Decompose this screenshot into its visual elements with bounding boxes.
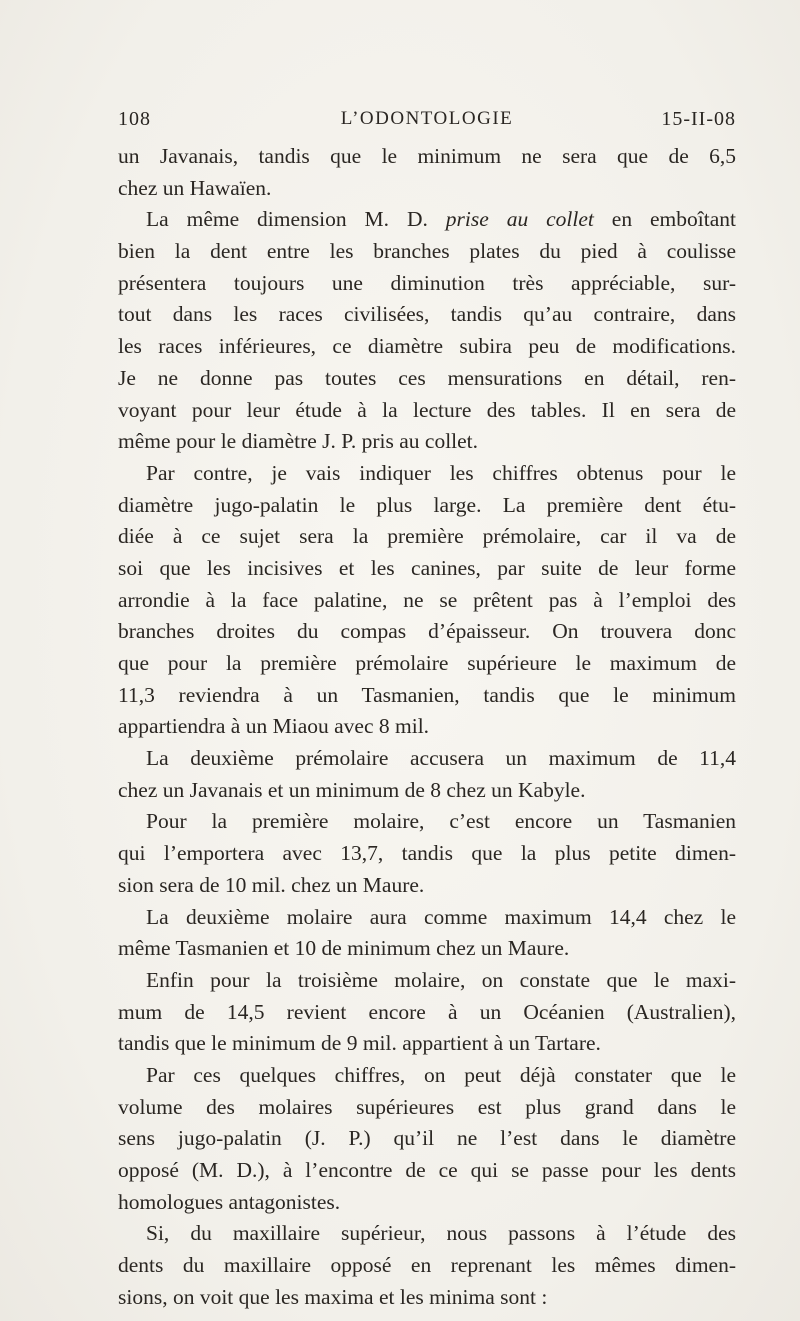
text-line: que pour la première prémolaire supérieure le maximum de (118, 651, 736, 675)
text-line: un Javanais, tandis que le minimum ne sera que de 6,5 (118, 144, 736, 168)
text-line: sions, on voit que les maxima et les minima sont : (118, 1284, 548, 1309)
text-line: chez un Hawaïen. (118, 175, 272, 200)
text-line: qui l’emportera avec 13,7, tandis que la plus petite dimen- (118, 841, 736, 866)
text-line: voyant pour leur étude à la lecture des tables. Il en sera de (118, 397, 736, 422)
text-line: bien la dent entre les branches plates du pied à coulisse (118, 239, 736, 264)
page-header (118, 108, 736, 136)
text-line: appartiendra à un Miaou avec 8 mil. (118, 714, 430, 739)
text-line: même pour le diamètre J. P. pris au collet. (118, 429, 479, 454)
text-line: les races inférieures, ce diamètre subira peu de modifications. (118, 334, 736, 359)
text-line: soi que les incisives et les canines, par suite de leur forme (118, 555, 736, 580)
text-line: chez un Javanais et un minimum de 8 chez un Kabyle. (118, 777, 586, 802)
text-line: présentera toujours une diminution très appréciable, sur- (118, 270, 736, 295)
body-text (118, 141, 736, 1313)
text-line: diamètre jugo-palatin le plus large. La première dent étu- (118, 492, 736, 517)
text-line: Par ces quelques chiffres, on peut déjà constater que le (146, 1062, 736, 1087)
text-line: sion sera de 10 mil. chez un Maure. (118, 872, 425, 897)
text-line: homologues antagonistes. (118, 1189, 341, 1214)
text-line: sens jugo-palatin (J. P.) qu’il ne l’est dans le diamètre (118, 1126, 736, 1151)
text-line: 11,3 reviendra à un Tasmanien, tandis que le minimum (118, 682, 736, 707)
text-line: branches droites du compas d’épaisseur. On trouvera donc (118, 619, 736, 644)
text-line: même Tasmanien et 10 de minimum chez un Maure. (118, 936, 570, 961)
text-line: Enfin pour la troisième molaire, on constate que le maxi- (146, 967, 736, 992)
text-line: volume des molaires supérieures est plus grand dans le (118, 1094, 736, 1119)
text-line: opposé (M. D.), à l’encontre de ce qui se passe pour les dents (118, 1158, 736, 1182)
text-line: La deuxième molaire aura comme maximum 14,4 chez le (146, 904, 736, 929)
text-line: Si, du maxillaire supérieur, nous passons à l’étude des (146, 1221, 736, 1246)
page-number: 108 (118, 108, 151, 130)
italic-phrase: prise au collet (445, 207, 594, 232)
text-line: Par contre, je vais indiquer les chiffres obtenus pour le (146, 460, 736, 485)
text-line: mum de 14,5 revient encore à un Océanien (Australien), (118, 999, 736, 1024)
text-line: arrondie à la face palatine, ne se prêtent pas à l’emploi des (118, 587, 736, 612)
text-line: tandis que le minimum de 9 mil. appartient à un Tartare. (118, 1031, 601, 1056)
issue-date: 15-II-08 (661, 108, 736, 130)
text-line: Je ne donne pas toutes ces mensurations en détail, ren- (118, 365, 736, 390)
text-line: Pour la première molaire, c’est encore un Tasmanien (146, 809, 736, 834)
text-line: La deuxième prémolaire accusera un maximum de 11,4 (146, 746, 736, 771)
text-line: La même dimension M. D. prise au collet en emboîtant (146, 207, 736, 232)
text-line: diée à ce sujet sera la première prémolaire, car il va de (118, 524, 736, 549)
text-line: dents du maxillaire opposé en reprenant les mêmes dimen- (118, 1253, 736, 1278)
running-title: L’ODONTOLOGIE (340, 108, 514, 129)
text-line: tout dans les races civilisées, tandis qu’au contraire, dans (118, 302, 736, 327)
